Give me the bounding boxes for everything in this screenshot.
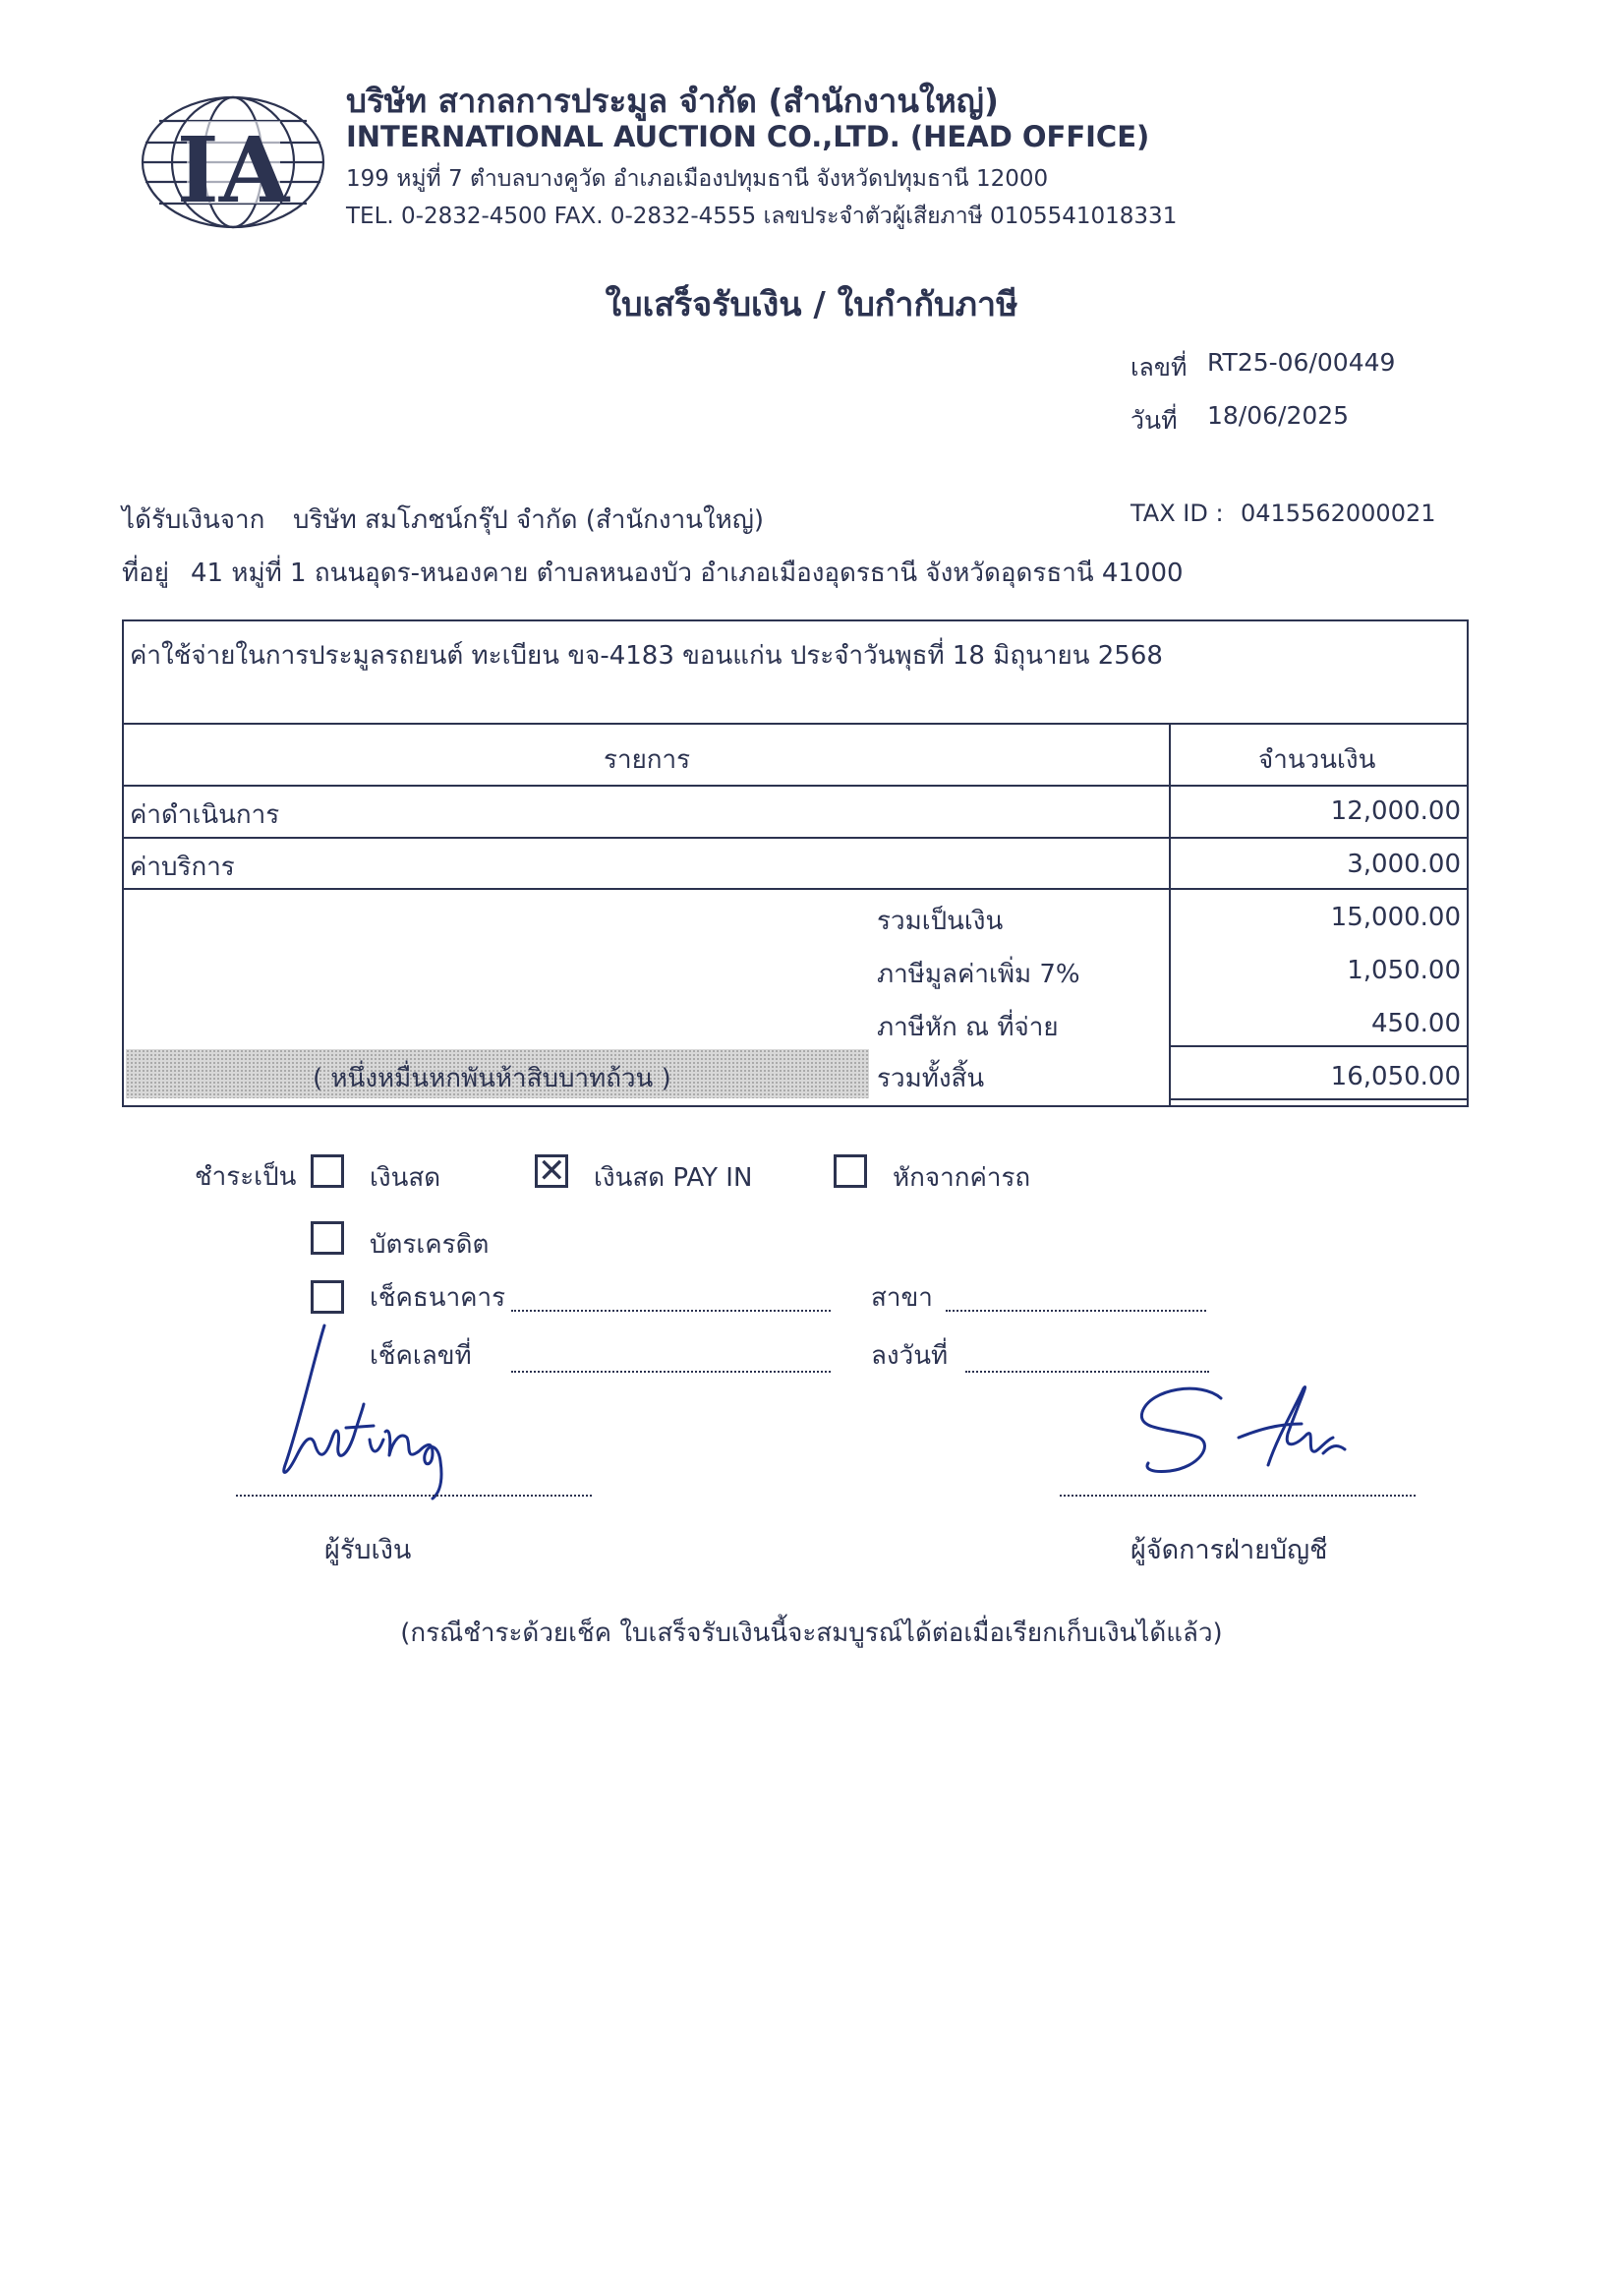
wht-amount: 450.00 [1371,1009,1461,1038]
payment-label: ชำระเป็น [195,1162,297,1192]
vat-amount: 1,050.00 [1347,956,1461,985]
cheque-note: (กรณีชำระด้วยเช็ค ใบเสร็จรับเงินนี้จะสมบูรณ์ได้ต่อเมื่อเรียกเก็บเงินได้แล้ว) [400,1619,1223,1648]
customer-name: บริษัท สมโภชน์กรุ๊ป จำกัด (สำนักงานใหญ่) [293,505,765,535]
receiver-label: ผู้รับเงิน [324,1535,412,1565]
cheque-no-field[interactable] [511,1371,831,1373]
receiver-signature-image [275,1318,472,1504]
table-divider [122,723,1469,725]
received-from-label: ได้รับเงินจาก [122,505,265,535]
subtotal-amount: 15,000.00 [1330,903,1461,932]
column-header-item: รายการ [604,745,691,775]
tax-id-label: TAX ID : [1130,500,1224,527]
bank-cheque-field[interactable] [511,1310,831,1312]
total-label: รวมทั้งสิ้น [877,1064,985,1093]
cheque-date-label: ลงวันที่ [871,1341,949,1371]
company-name-th: บริษัท สากลการประมูล จำกัด (สำนักงานใหญ่) [346,82,999,120]
item-amount: 3,000.00 [1347,850,1461,879]
cash-label: เงินสด [370,1163,441,1193]
item-amount: 12,000.00 [1330,796,1461,826]
manager-signature-line [1060,1495,1416,1497]
doc-number: RT25-06/00449 [1207,348,1396,377]
cash-pay-in-checkbox[interactable] [535,1151,568,1191]
bank-cheque-checkbox[interactable] [311,1280,344,1314]
cheque-date-field[interactable] [965,1371,1209,1373]
table-divider [1169,1098,1469,1100]
cash-checkbox[interactable] [311,1154,344,1188]
column-header-amount: จำนวนเงิน [1258,745,1376,775]
subtotal-label: รวมเป็นเงิน [877,907,1004,936]
company-name-en: INTERNATIONAL AUCTION CO.,LTD. (HEAD OFFICE) [346,120,1150,153]
item-name: ค่าดำเนินการ [130,800,280,830]
manager-label: ผู้จัดการฝ่ายบัญชี [1130,1535,1328,1565]
table-column-divider [1169,723,1171,1107]
cash-pay-in-label: เงินสด PAY IN [594,1163,753,1193]
bank-cheque-label: เช็คธนาคาร [370,1283,506,1313]
deduct-from-car-label: หักจากค่ารถ [893,1163,1031,1193]
company-contact: TEL. 0-2832-4500 FAX. 0-2832-4555 เลขประจำตัวผู้เสียภาษี 0105541018331 [346,204,1178,229]
deduct-from-car-checkbox[interactable] [834,1154,867,1188]
branch-label: สาขา [871,1283,933,1313]
address-label: ที่อยู่ [122,559,169,588]
doc-date-label: วันที่ [1130,406,1178,435]
doc-number-label: เลขที่ [1130,353,1188,382]
customer-address: 41 หมู่ที่ 1 ถนนอุดร-หนองคาย ตำบลหนองบัว อำเภอเมืองอุดรธานี จังหวัดอุดรธานี 41000 [191,559,1184,588]
table-description: ค่าใช้จ่ายในการประมูลรถยนต์ ทะเบียน ขจ-4183 ขอนแก่น ประจำวันพุธที่ 18 มิถุนายน 2568 [130,641,1163,671]
company-address: 199 หมู่ที่ 7 ตำบลบางคูวัด อำเภอเมืองปทุมธานี จังหวัดปทุมธานี 12000 [346,166,1049,192]
amount-in-words: ( หนึ่งหมื่นหกพันห้าสิบบาทถ้วน ) [313,1064,671,1093]
logo-text: IA [176,117,290,223]
vat-label: ภาษีมูลค่าเพิ่ม 7% [877,960,1080,989]
credit-card-label: บัตรเครดิต [370,1230,490,1260]
branch-field[interactable] [946,1310,1206,1312]
wht-label: ภาษีหัก ณ ที่จ่าย [877,1013,1059,1042]
manager-signature-image [1130,1377,1357,1495]
item-name: ค่าบริการ [130,853,235,882]
table-divider [122,888,1469,890]
customer-tax-id: 0415562000021 [1241,500,1436,527]
receiver-signature-line [236,1495,592,1497]
cheque-no-label: เช็คเลขที่ [370,1341,472,1371]
document-title: ใบเสร็จรับเงิน / ใบกำกับภาษี [605,285,1018,324]
table-divider [122,837,1469,839]
credit-card-checkbox[interactable] [311,1221,344,1255]
doc-date: 18/06/2025 [1207,401,1350,430]
table-divider [122,785,1469,787]
total-amount: 16,050.00 [1330,1062,1461,1091]
check-mark-icon: ✕ [538,1151,566,1191]
table-divider [1169,1045,1469,1047]
